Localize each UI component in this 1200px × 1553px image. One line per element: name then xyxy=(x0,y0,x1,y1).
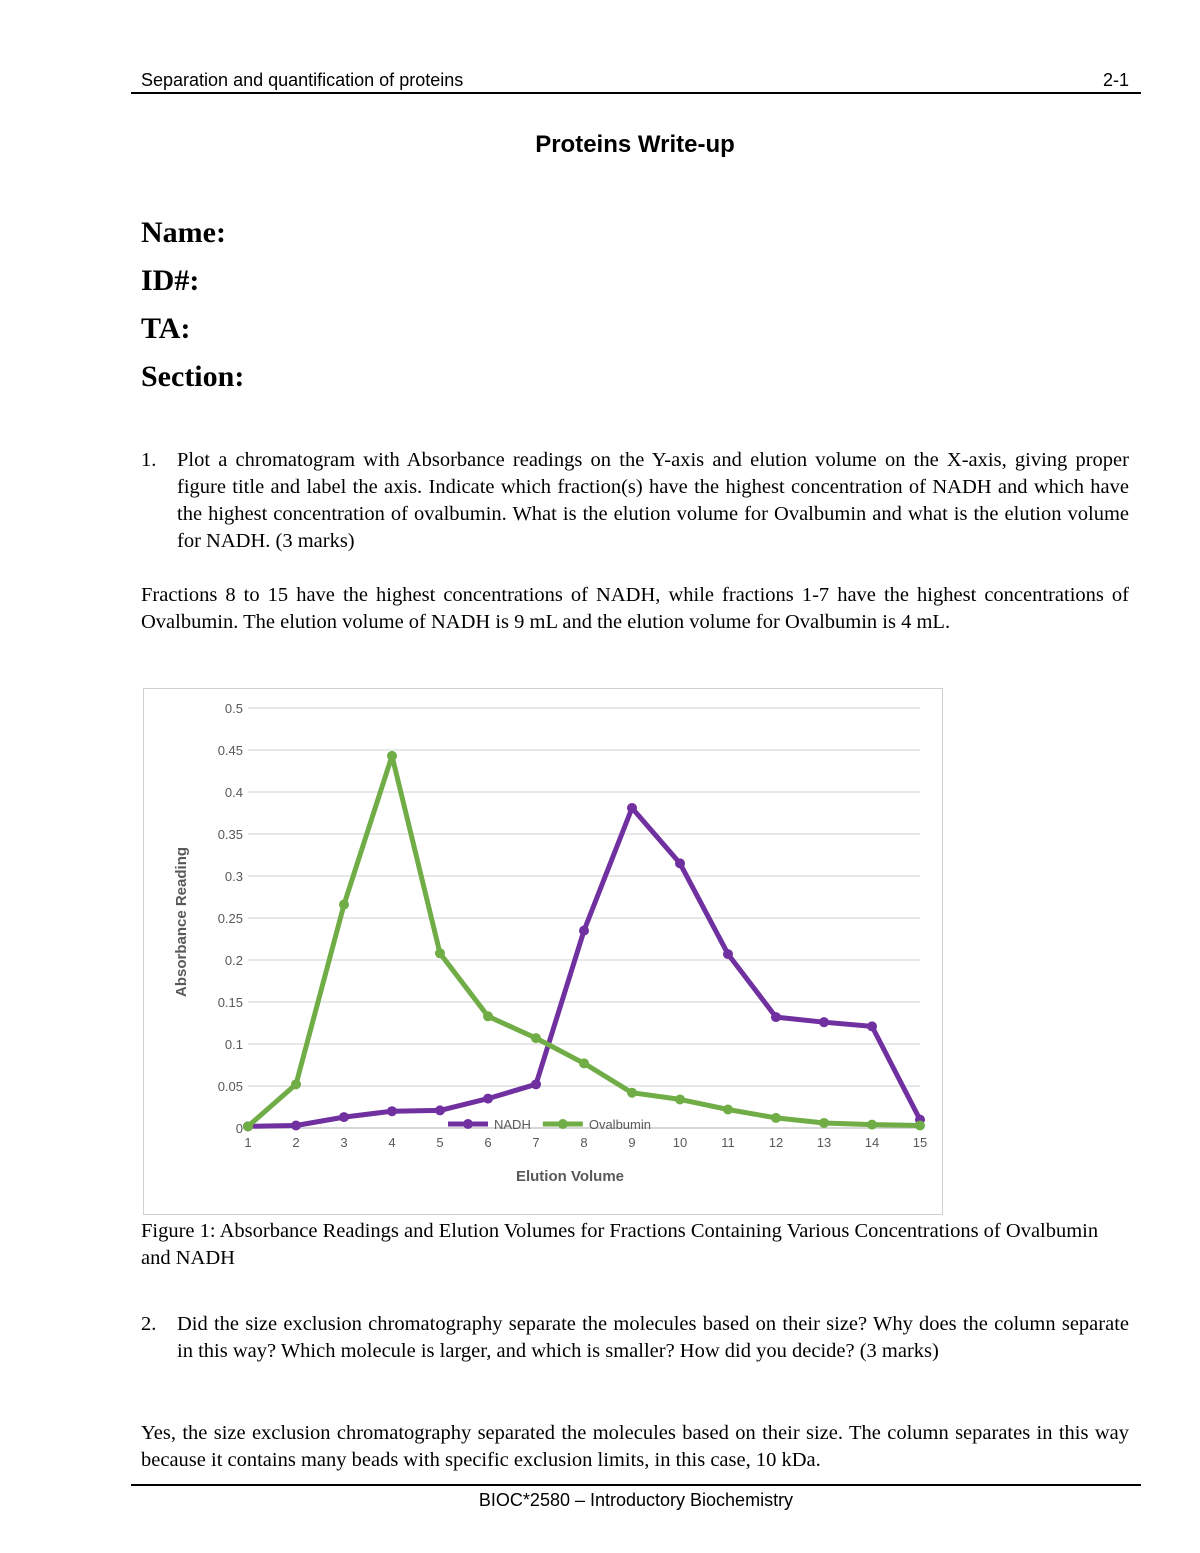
x-tick-label: 3 xyxy=(340,1135,348,1150)
y-tick-label: 0.15 xyxy=(217,995,243,1010)
x-tick-label: 11 xyxy=(721,1135,735,1150)
x-tick-label: 1 xyxy=(244,1135,252,1150)
legend-label-nadh: NADH xyxy=(494,1117,531,1132)
ta-field-label: TA: xyxy=(141,312,191,345)
answer-1: Fractions 8 to 15 have the highest concentrations of NADH, while fractions 1-7 have the highest concentrations of Ovalbumin. The elution volume of NADH is 9 mL and the elution volume for Ovalbumin is 4 mL. xyxy=(141,584,1129,633)
data-point-nadh xyxy=(579,926,589,936)
data-point-ovalbumin xyxy=(675,1094,685,1104)
y-tick-label: 0 xyxy=(235,1121,243,1136)
x-axis-title: Elution Volume xyxy=(515,1168,625,1185)
series-line-nadh xyxy=(248,808,920,1126)
answer-2: Yes, the size exclusion chromatography separated the molecules based on their size. The column separates in this way because it contains many beads with specific exclusion limits, in this case, 10 kDa. xyxy=(141,1422,1129,1471)
x-tick-label: 15 xyxy=(912,1135,928,1150)
x-tick-label: 13 xyxy=(816,1135,832,1150)
question-1 xyxy=(141,447,1129,555)
y-tick-label: 0.3 xyxy=(224,869,243,884)
question-2-number: 2. xyxy=(141,1313,157,1335)
page-header xyxy=(131,70,1141,94)
data-point-ovalbumin xyxy=(531,1033,541,1043)
y-axis-title: Absorbance Reading xyxy=(173,846,190,998)
document-title: Proteins Write-up xyxy=(535,131,735,158)
y-tick-label: 0.4 xyxy=(224,785,243,800)
data-point-nadh xyxy=(387,1106,397,1116)
data-point-ovalbumin xyxy=(579,1058,589,1068)
x-tick-label: 12 xyxy=(768,1135,784,1150)
question-2 xyxy=(141,1311,1129,1365)
y-tick-label: 0.2 xyxy=(224,953,243,968)
data-point-nadh xyxy=(867,1021,877,1031)
x-tick-label: 8 xyxy=(580,1135,588,1150)
x-tick-label: 10 xyxy=(672,1135,688,1150)
x-tick-label: 4 xyxy=(388,1135,396,1150)
data-point-ovalbumin xyxy=(867,1120,877,1130)
data-point-nadh xyxy=(339,1112,349,1122)
x-tick-label: 2 xyxy=(292,1135,300,1150)
question-1-number: 1. xyxy=(141,449,157,471)
data-point-ovalbumin xyxy=(339,900,349,910)
data-point-nadh xyxy=(771,1012,781,1022)
data-point-nadh xyxy=(291,1120,301,1130)
figure-caption: Figure 1: Absorbance Readings and Elution Volumes for Fractions Containing Various Concentrations of Ovalbumin and NADH xyxy=(141,1220,1099,1269)
data-point-ovalbumin xyxy=(627,1088,637,1098)
data-point-ovalbumin xyxy=(819,1118,829,1128)
data-point-ovalbumin xyxy=(723,1105,733,1115)
x-tick-label: 9 xyxy=(628,1135,636,1150)
data-point-ovalbumin xyxy=(771,1113,781,1123)
legend-marker-ovalbumin xyxy=(558,1119,568,1129)
x-tick-label: 6 xyxy=(484,1135,492,1150)
page-footer: BIOC*2580 – Introductory Biochemistry xyxy=(131,1484,1141,1511)
question-1-text: Plot a chromatogram with Absorbance readings on the Y-axis and elution volume on the X-axis, giving proper figure title and label the axis. Indicate which fraction(s) have the highest concentration of NADH and which have the highest concentration of ovalbumin. What is the elution volume for Ovalbumin and what is the elution volume for NADH. (3 marks) xyxy=(177,449,1129,552)
x-tick-label: 14 xyxy=(864,1135,880,1150)
legend-label-ovalbumin: Ovalbumin xyxy=(588,1117,651,1132)
data-point-nadh xyxy=(483,1094,493,1104)
page-number: 2-1 xyxy=(1102,70,1129,90)
x-tick-label: 7 xyxy=(532,1135,540,1150)
section-field-label: Section: xyxy=(141,360,245,393)
data-point-ovalbumin xyxy=(435,948,445,958)
data-point-ovalbumin xyxy=(243,1121,253,1131)
data-point-ovalbumin xyxy=(387,751,397,761)
data-point-nadh xyxy=(723,949,733,959)
question-2-text: Did the size exclusion chromatography separate the molecules based on their size? Why does the column separate in this way? Which molecule is larger, and which is smaller? How did you decide? (3 marks) xyxy=(177,1313,1129,1362)
legend-marker-nadh xyxy=(463,1119,473,1129)
y-tick-label: 0.45 xyxy=(217,743,243,758)
data-point-ovalbumin xyxy=(483,1011,493,1021)
y-tick-label: 0.5 xyxy=(224,701,243,716)
data-point-nadh xyxy=(675,858,685,868)
data-point-ovalbumin xyxy=(291,1079,301,1089)
data-point-ovalbumin xyxy=(915,1120,925,1130)
data-point-nadh xyxy=(435,1105,445,1115)
x-tick-label: 5 xyxy=(436,1135,444,1150)
name-field-label: Name: xyxy=(141,216,226,249)
id-field-label: ID#: xyxy=(141,264,200,297)
chromatogram-chart xyxy=(143,688,943,1215)
series-line-ovalbumin xyxy=(248,756,920,1126)
y-tick-label: 0.25 xyxy=(217,911,243,926)
data-point-nadh xyxy=(819,1017,829,1027)
data-point-nadh xyxy=(531,1079,541,1089)
data-point-nadh xyxy=(627,803,637,813)
y-tick-label: 0.35 xyxy=(217,827,243,842)
y-tick-label: 0.05 xyxy=(217,1079,243,1094)
header-title: Separation and quantification of proteins xyxy=(141,70,464,90)
y-tick-label: 0.1 xyxy=(224,1037,243,1052)
